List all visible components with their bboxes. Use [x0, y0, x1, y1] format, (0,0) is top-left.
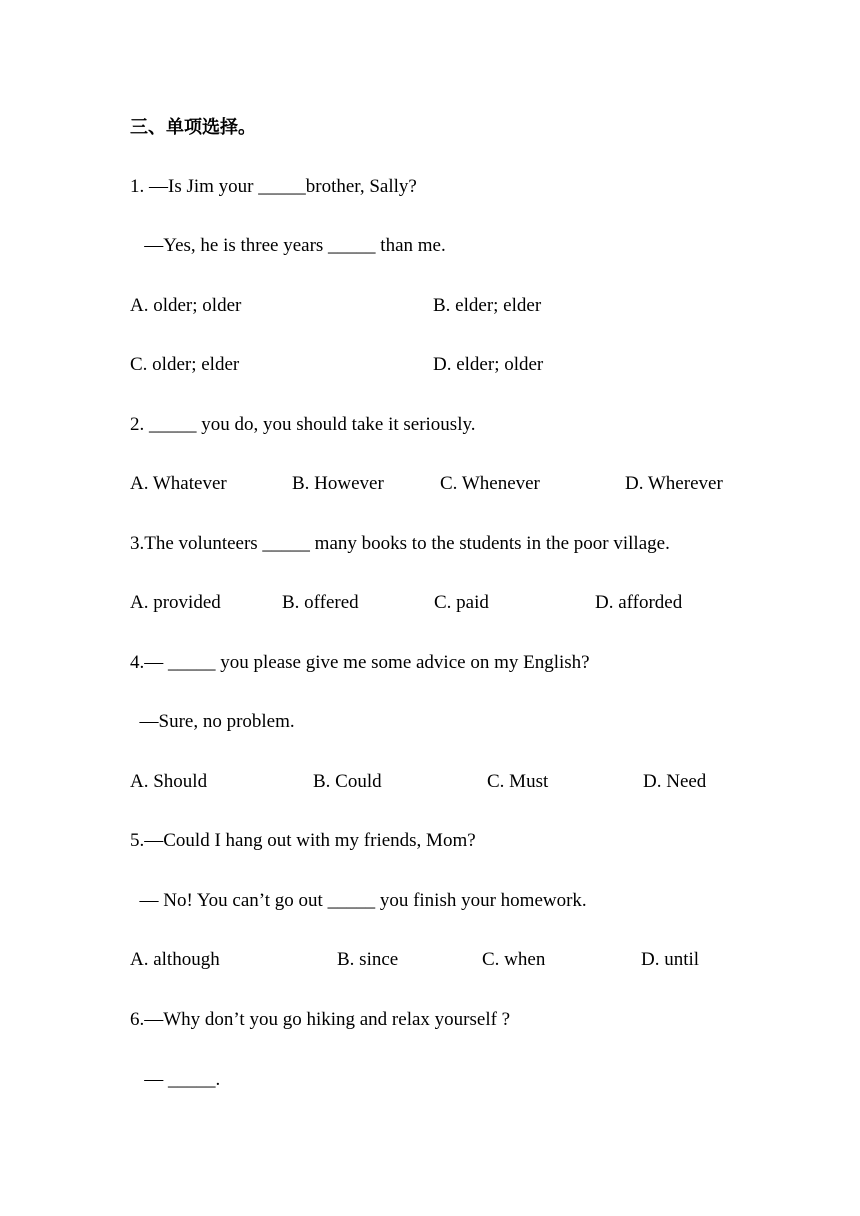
question-3-option-a[interactable]: A. provided [130, 592, 221, 613]
question-3-option-d[interactable]: D. afforded [595, 592, 683, 613]
question-4-option-a[interactable]: A. Should [130, 771, 208, 792]
question-5-stem: 5.—Could I hang out with my friends, Mom? [130, 830, 476, 851]
question-5-option-c[interactable]: C. when [482, 949, 546, 970]
question-1-option-b[interactable]: B. elder; elder [433, 295, 542, 316]
question-6-stem: 6.—Why don’t you go hiking and relax yourself ? [130, 1009, 511, 1030]
question-4-reply: —Sure, no problem. [130, 711, 295, 732]
question-3-stem: 3.The volunteers _____ many books to the students in the poor village. [130, 533, 670, 554]
question-1-option-d[interactable]: D. elder; older [433, 354, 544, 375]
question-2-option-b[interactable]: B. However [292, 473, 384, 494]
question-4-stem: 4.— _____ you please give me some advice on my English? [130, 652, 590, 673]
question-2-option-d[interactable]: D. Wherever [625, 473, 723, 494]
question-4-option-d[interactable]: D. Need [643, 771, 707, 792]
question-4-option-b[interactable]: B. Could [313, 771, 382, 792]
question-5-option-b[interactable]: B. since [337, 949, 399, 970]
question-2-option-c[interactable]: C. Whenever [440, 473, 540, 494]
section-title: 三、单项选择。 [130, 117, 256, 138]
question-1-reply: —Yes, he is three years _____ than me. [130, 235, 446, 256]
question-3-option-c[interactable]: C. paid [434, 592, 489, 613]
question-5-option-a[interactable]: A. although [130, 949, 220, 970]
question-6-reply: — _____. [130, 1069, 221, 1090]
question-1-option-a[interactable]: A. older; older [130, 295, 242, 316]
question-5-option-d[interactable]: D. until [641, 949, 700, 970]
question-2-stem: 2. _____ you do, you should take it seriously. [130, 414, 476, 435]
question-5-reply: — No! You can’t go out _____ you finish your homework. [130, 890, 587, 911]
question-2-option-a[interactable]: A. Whatever [130, 473, 227, 494]
question-1-stem: 1. —Is Jim your _____brother, Sally? [130, 176, 417, 197]
question-3-option-b[interactable]: B. offered [282, 592, 359, 613]
question-4-option-c[interactable]: C. Must [487, 771, 549, 792]
question-1-option-c[interactable]: C. older; elder [130, 354, 240, 375]
